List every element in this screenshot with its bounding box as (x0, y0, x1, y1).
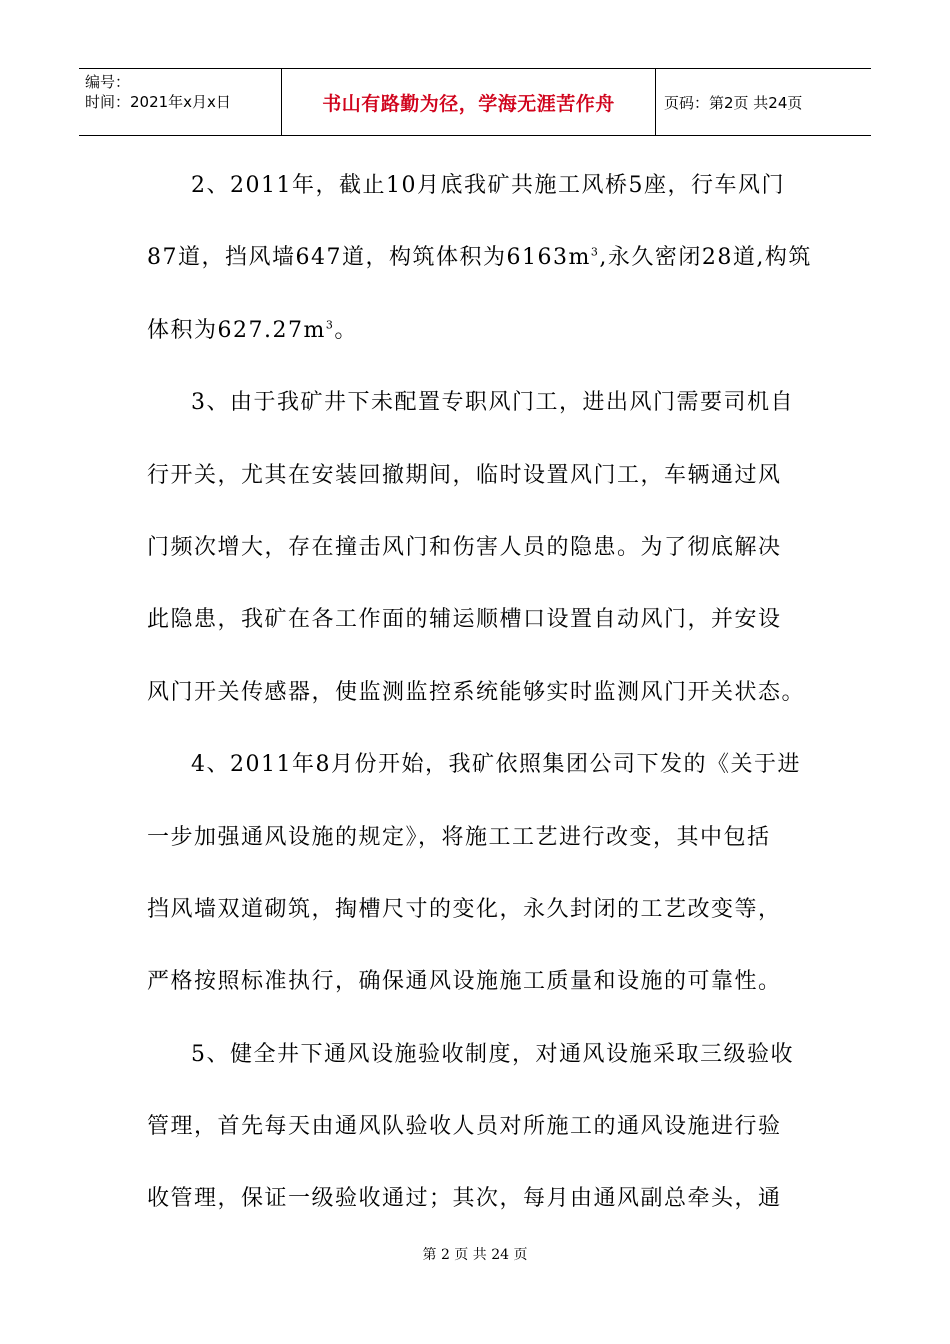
text-line: 5、健全井下通风设施验收制度，对通风设施采取三级验收 (191, 1041, 794, 1067)
text-line (147, 295, 807, 367)
header-motto: 书山有路勤为径，学海无涯苦作舟 (282, 69, 656, 135)
text-line: 4、2011年8月份开始，我矿依照集团公司下发的《关于进 (191, 752, 801, 778)
document-body (147, 150, 812, 1236)
text-line: 管理，首先每天由通风队验收人员对所施工的通风设施进行验 (147, 1114, 782, 1140)
header-meta (79, 69, 282, 135)
document-time-label: 时间：2021年x月x日 (85, 93, 231, 111)
superscript: 3 (590, 246, 600, 260)
page-header (79, 68, 871, 136)
text-line: 风门开关传感器，使监测监控系统能够实时监测风门开关状态。 (147, 679, 806, 705)
text-line: 门频次增大，存在撞击风门和伤害人员的隐患。为了彻底解决 (147, 534, 782, 560)
page-footer: 第 2 页 共 24 页 (422, 1247, 528, 1263)
text-line: 2、2011年，截止10月底我矿共施工风桥5座，行车风门 (191, 173, 785, 198)
text-line: 收管理，保证一级验收通过；其次，每月由通风副总牵头，通 (147, 1186, 782, 1212)
text-segment: 。 (334, 317, 358, 343)
text-segment: ,永久密闭28道,构筑 (599, 245, 812, 271)
superscript: 3 (325, 318, 335, 332)
text-segment: 87道，挡风墙647道，构筑体积为6163m (147, 245, 591, 271)
text-line: 此隐患，我矿在各工作面的辅运顺槽口设置自动风门，并安设 (147, 607, 782, 633)
header-page-info: 页码：第2页 共24页 (664, 93, 803, 112)
text-line: 一步加强通风设施的规定》，将施工工艺进行改变，其中包括 (147, 824, 771, 850)
text-line (147, 222, 812, 294)
text-line: 3、由于我矿井下未配置专职风门工，进出风门需要司机自 (191, 390, 794, 416)
text-segment: 体积为627.27m (147, 317, 326, 343)
document-number-label: 编号： (85, 73, 131, 91)
text-line: 挡风墙双道砌筑，掏槽尺寸的变化，永久封闭的工艺改变等， (147, 896, 782, 922)
text-line: 严格按照标准执行，确保通风设施施工质量和设施的可靠性。 (147, 969, 782, 995)
text-line: 行开关，尤其在安装回撤期间，临时设置风门工，车辆通过风 (147, 462, 782, 488)
